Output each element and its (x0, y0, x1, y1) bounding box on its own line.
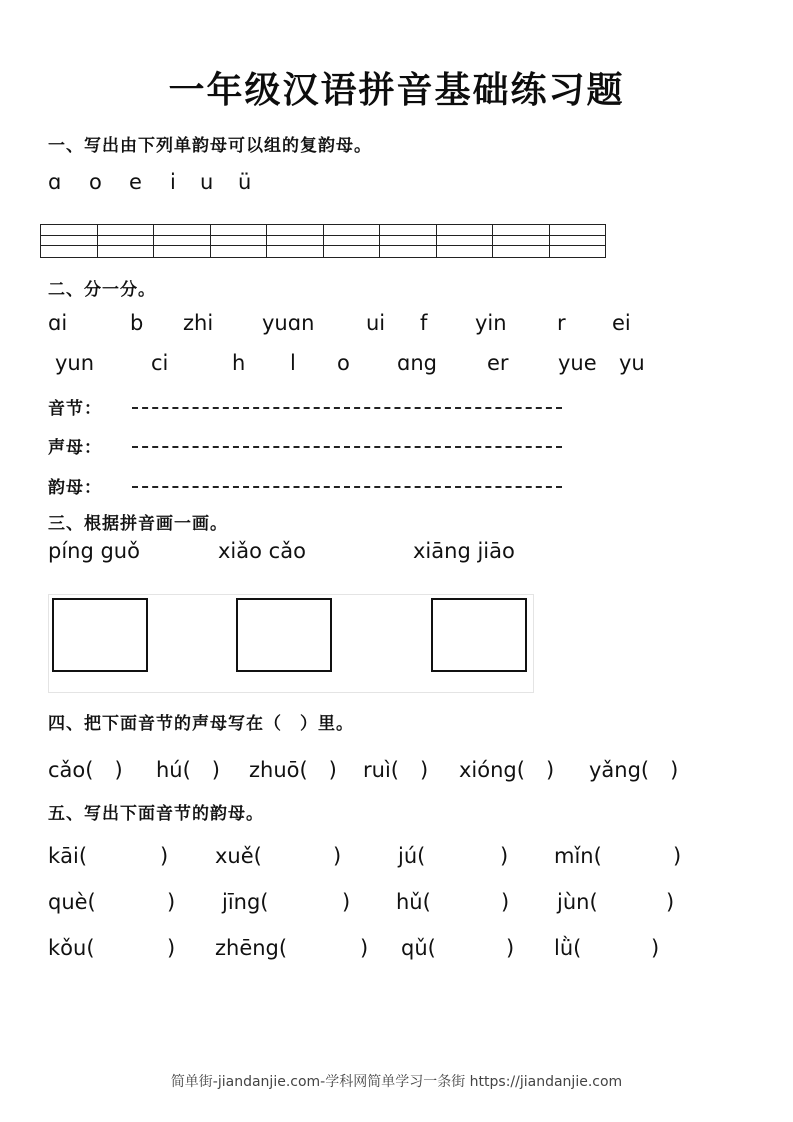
grid-cell[interactable] (154, 225, 211, 257)
final-question[interactable]: kǒu( (48, 936, 95, 960)
sort-item: yu (619, 351, 645, 375)
footer-watermark: 简单街-jiandanjie.com-学科网简单学习一条街 https://jiandanjie.com (170, 1074, 623, 1090)
drawing-box-grass[interactable] (236, 598, 332, 672)
section-3-heading: 三、根据拼音画一画。 (48, 514, 228, 534)
vowel-o: o (89, 170, 102, 194)
sort-item: ɑng (397, 351, 437, 375)
final-question-close: ) (342, 890, 351, 914)
sort-item: yue (558, 351, 597, 375)
answer-line-syllable[interactable] (132, 407, 562, 409)
sort-item: f (420, 311, 428, 335)
sort-item: zhi (183, 311, 214, 335)
draw-word-grass: xiǎo cǎo (218, 539, 306, 563)
final-question-close: ) (333, 844, 342, 868)
final-question-close: ) (500, 844, 509, 868)
grid-cell[interactable] (550, 225, 606, 257)
initial-question[interactable]: hú( ) (156, 758, 221, 782)
final-question-close: ) (501, 890, 510, 914)
drawing-box-banana[interactable] (431, 598, 527, 672)
sort-item: h (232, 351, 246, 375)
sort-item: ui (366, 311, 386, 335)
grid-cell[interactable] (98, 225, 155, 257)
final-question-close: ) (666, 890, 675, 914)
label-final: 韵母： (48, 478, 102, 498)
drawing-box-apple[interactable] (52, 598, 148, 672)
final-question[interactable]: xuě( (215, 844, 262, 868)
initial-question[interactable]: ruì( ) (363, 758, 429, 782)
sort-item: ci (151, 351, 169, 375)
draw-word-banana: xiāng jiāo (413, 539, 515, 563)
final-question[interactable]: kāi( (48, 844, 88, 868)
page-title: 一年级汉语拼音基础练习题 (168, 69, 625, 111)
vowel-v: ü (238, 170, 252, 194)
grid-cell[interactable] (380, 225, 437, 257)
final-question[interactable]: jú( (398, 844, 426, 868)
final-question[interactable]: hǔ( (396, 890, 431, 914)
final-question-close: ) (651, 936, 660, 960)
sort-item: b (130, 311, 144, 335)
sort-item: er (487, 351, 509, 375)
draw-word-apple: píng guǒ (48, 539, 140, 563)
initial-question[interactable]: yǎng( ) (589, 758, 679, 782)
final-question-close: ) (160, 844, 169, 868)
final-question[interactable]: lǜ( (554, 936, 582, 960)
initial-question[interactable]: zhuō( ) (249, 758, 337, 782)
vowel-a: ɑ (48, 170, 62, 194)
final-question[interactable]: jīng( (222, 890, 269, 914)
vowel-i: i (170, 170, 176, 194)
sort-item: r (557, 311, 566, 335)
final-question-close: ) (360, 936, 369, 960)
grid-cell[interactable] (437, 225, 494, 257)
sort-item: l (290, 351, 296, 375)
sort-item: o (337, 351, 350, 375)
section-4-heading: 四、把下面音节的声母写在（ ）里。 (48, 714, 354, 734)
answer-line-initial[interactable] (132, 446, 562, 448)
section-2-heading: 二、分一分。 (48, 280, 156, 300)
sort-item: ɑi (48, 311, 68, 335)
final-question[interactable]: zhēng( (215, 936, 288, 960)
sort-item: yun (55, 351, 95, 375)
label-initial: 声母： (48, 438, 102, 458)
sort-item: ei (612, 311, 631, 335)
final-question[interactable]: qǔ( (401, 936, 436, 960)
final-question[interactable]: jùn( (557, 890, 598, 914)
initial-question[interactable]: cǎo( ) (48, 758, 123, 782)
section-1-heading: 一、写出由下列单韵母可以组的复韵母。 (48, 136, 372, 156)
final-question-close: ) (506, 936, 515, 960)
answer-line-final[interactable] (132, 486, 562, 488)
initial-question[interactable]: xióng( ) (459, 758, 555, 782)
grid-cell[interactable] (41, 225, 98, 257)
sort-item: yuɑn (262, 311, 315, 335)
section-5-heading: 五、写出下面音节的韵母。 (48, 804, 264, 824)
grid-cell[interactable] (267, 225, 324, 257)
grid-cell[interactable] (493, 225, 550, 257)
grid-cell[interactable] (324, 225, 381, 257)
grid-cell[interactable] (211, 225, 268, 257)
final-question[interactable]: què( (48, 890, 96, 914)
final-question-close: ) (673, 844, 682, 868)
vowel-e: e (129, 170, 142, 194)
sort-item: yin (475, 311, 507, 335)
final-question-close: ) (167, 936, 176, 960)
pinyin-writing-grid[interactable] (40, 224, 606, 258)
vowel-u: u (200, 170, 214, 194)
final-question[interactable]: mǐn( (554, 844, 602, 868)
label-syllable: 音节： (48, 399, 102, 419)
final-question-close: ) (167, 890, 176, 914)
